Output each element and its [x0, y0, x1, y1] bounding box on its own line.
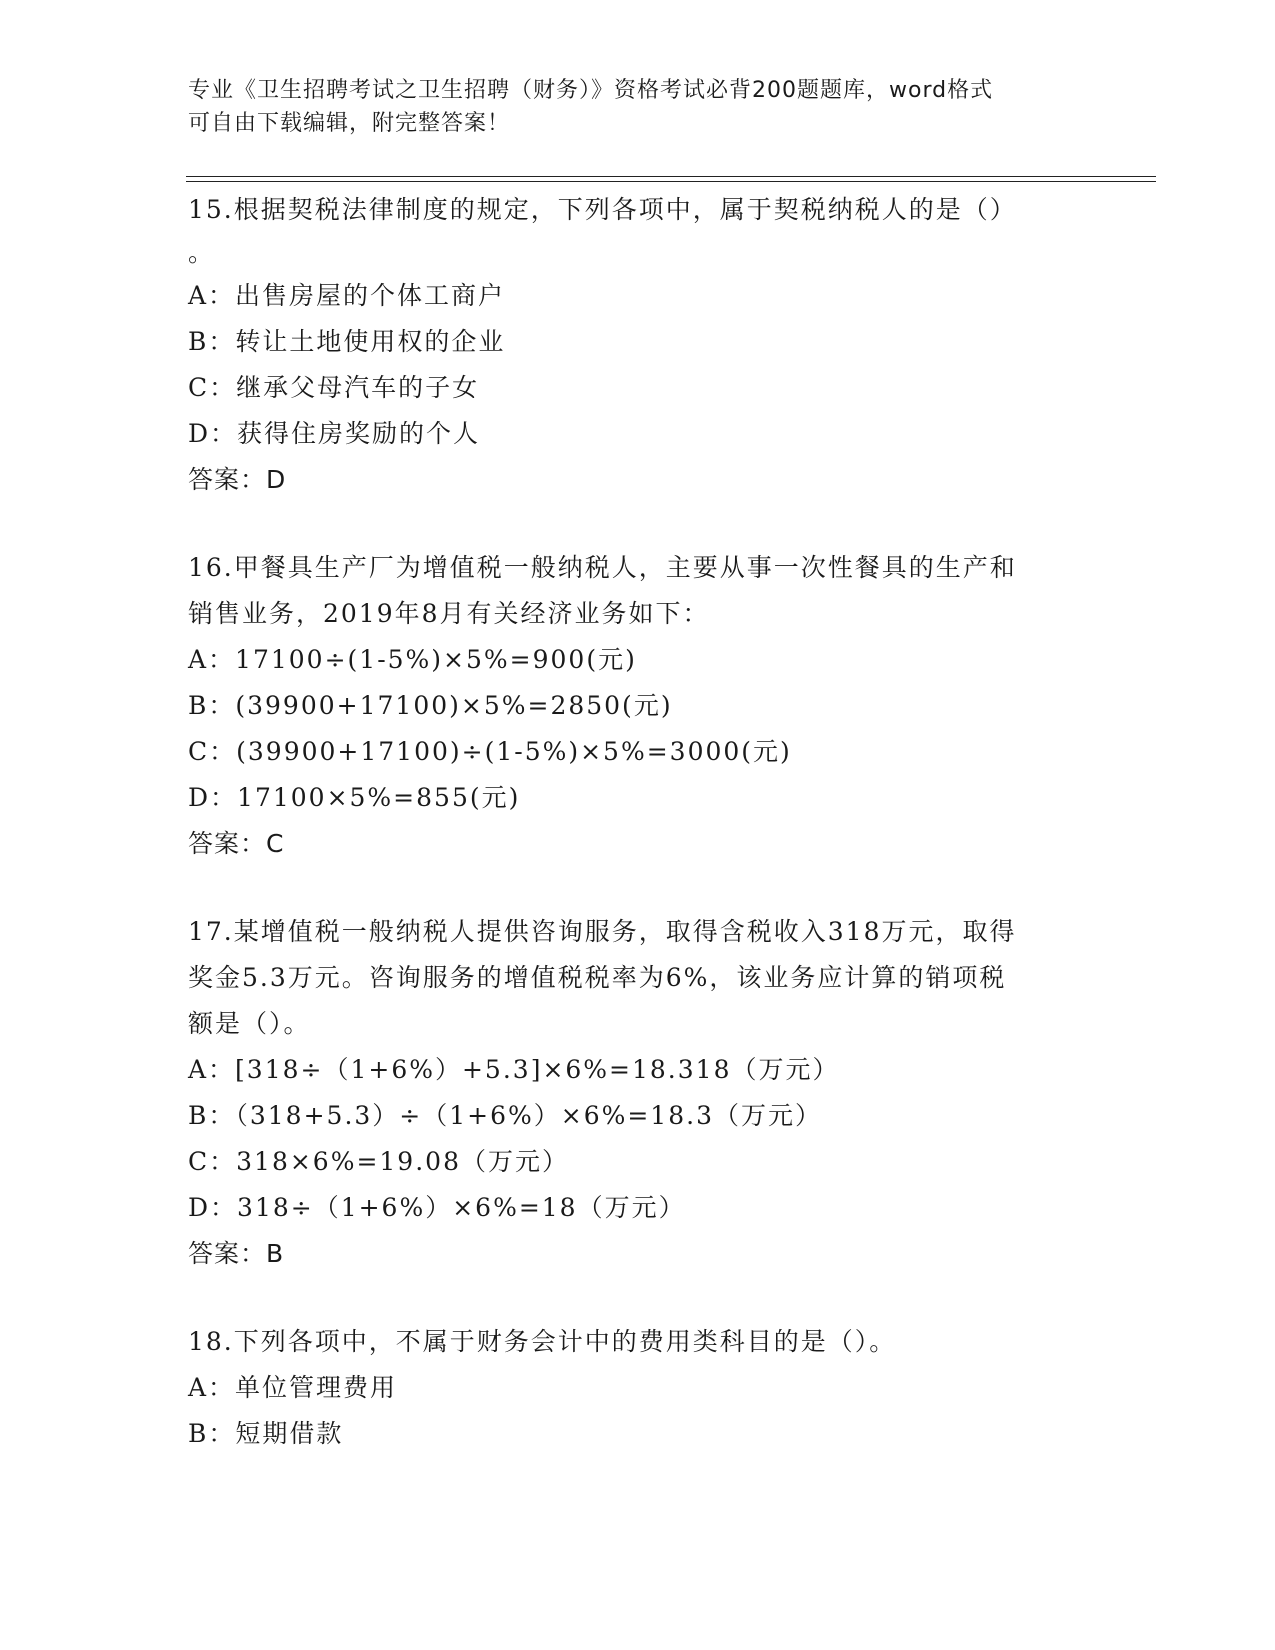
option-a: A：单位管理费用: [188, 1373, 398, 1402]
answer-label: 答案：D: [188, 465, 287, 494]
option-d: D：17100×5%=855(元): [188, 783, 521, 812]
option-a: A：出售房屋的个体工商户: [188, 281, 506, 310]
option-c: C：继承父母汽车的子女: [188, 373, 480, 402]
header-divider-bottom: [186, 181, 1156, 182]
option-a: A：17100÷(1-5%)×5%=900(元): [188, 645, 637, 674]
option-a: A：[318÷（1+6%）+5.3]×6%=18.318（万元）: [188, 1055, 840, 1084]
option-b: B：（318+5.3）÷（1+6%）×6%=18.3（万元）: [188, 1101, 822, 1130]
document-header: [188, 74, 1088, 140]
header-line-1: 专业《卫生招聘考试之卫生招聘（财务）》资格考试必背200题题库，word格式: [188, 78, 994, 103]
question-spacer: [188, 867, 1108, 909]
question-stem-line: 16.甲餐具生产厂为增值税一般纳税人，主要从事一次性餐具的生产和: [188, 553, 1017, 582]
header-divider-top: [186, 176, 1156, 177]
question-spacer: [188, 1277, 1108, 1319]
question-18: [188, 1319, 1108, 1457]
option-b: B：短期借款: [188, 1419, 344, 1448]
question-stem-line: 。: [188, 238, 216, 267]
question-stem-line: 奖金5.3万元。咨询服务的增值税税率为6%，该业务应计算的销项税: [188, 963, 1007, 992]
option-d: D：318÷（1+6%）×6%=18（万元）: [188, 1193, 686, 1222]
option-d: D：获得住房奖励的个人: [188, 419, 481, 448]
option-c: C：(39900+17100)÷(1-5%)×5%=3000(元): [188, 737, 792, 766]
question-17: [188, 909, 1108, 1277]
answer-label: 答案：C: [188, 829, 285, 858]
question-stem-line: 15.根据契税法律制度的规定，下列各项中，属于契税纳税人的是（）: [188, 195, 1017, 224]
option-b: B：(39900+17100)×5%=2850(元): [188, 691, 673, 720]
question-stem-line: 17.某增值税一般纳税人提供咨询服务，取得含税收入318万元，取得: [188, 917, 1017, 946]
question-stem-line: 额是（）。: [188, 1009, 311, 1038]
question-15: [188, 187, 1108, 503]
question-16: [188, 545, 1108, 867]
option-c: C：318×6%=19.08（万元）: [188, 1147, 569, 1176]
answer-label: 答案：B: [188, 1239, 285, 1268]
question-stem-line: 18.下列各项中，不属于财务会计中的费用类科目的是（）。: [188, 1327, 897, 1356]
header-line-2: 可自由下载编辑，附完整答案！: [188, 111, 511, 136]
question-stem-line: 销售业务，2019年8月有关经济业务如下：: [188, 599, 710, 628]
question-spacer: [188, 503, 1108, 545]
question-list: [188, 187, 1108, 1457]
option-b: B：转让土地使用权的企业: [188, 327, 506, 356]
